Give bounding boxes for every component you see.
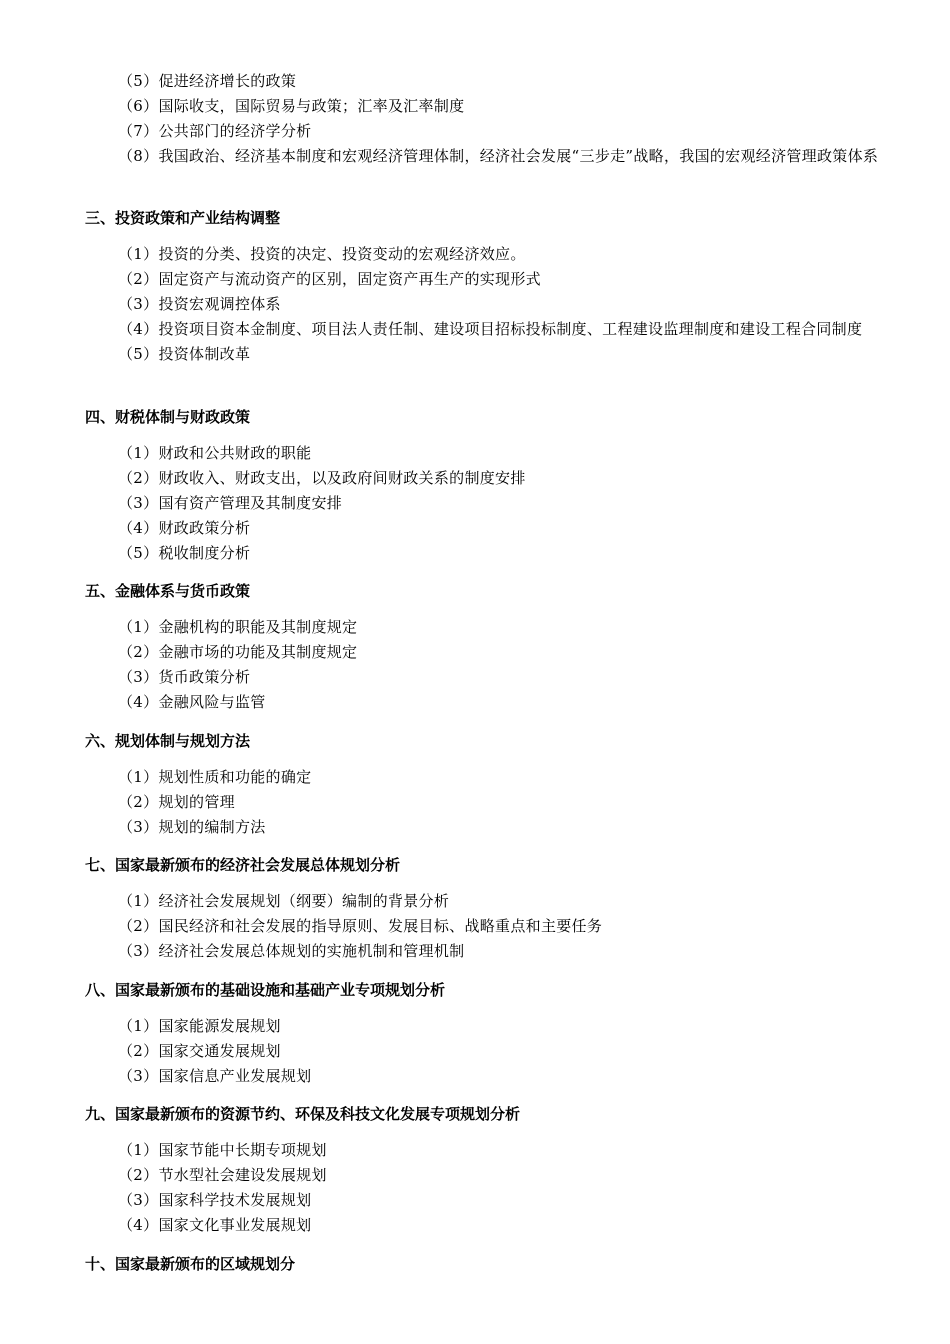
list-item: （3）国有资产管理及其制度安排 (118, 494, 343, 512)
list-item: （3）投资宏观调控体系 (118, 295, 281, 313)
list-item: （3）货币政策分析 (118, 668, 251, 686)
list-item: （3）规划的编制方法 (118, 818, 266, 836)
section-item-list (118, 441, 883, 566)
list-item: （6）国际收支，国际贸易与政策；汇率及汇率制度 (118, 97, 465, 115)
list-item: （3）国家科学技术发展规划 (118, 1191, 312, 1209)
list-item: （1）金融机构的职能及其制度规定 (118, 618, 358, 636)
list-item: （5）税收制度分析 (118, 544, 251, 562)
list-item: （7）公共部门的经济学分析 (118, 122, 312, 140)
list-item: （8）我国政治、经济基本制度和宏观经济管理体制，经济社会发展“三步走”战略，我国的宏观经济管理政策体系 (118, 147, 879, 165)
list-item: （1）财政和公共财政的职能 (118, 444, 312, 462)
list-item: （5）投资体制改革 (118, 345, 251, 363)
list-item: （4）财政政策分析 (118, 519, 251, 537)
list-item: （3）经济社会发展总体规划的实施机制和管理机制 (118, 942, 465, 960)
section-fiscal-policy (85, 405, 885, 566)
section-heading: 三、投资政策和产业结构调整 (85, 209, 281, 227)
list-item: （2）财政收入、财政支出，以及政府间财政关系的制度安排 (118, 469, 526, 487)
list-item: （2）国民经济和社会发展的指导原则、发展目标、战略重点和主要任务 (118, 917, 603, 935)
section-heading: 六、规划体制与规划方法 (85, 732, 251, 750)
section-regional-plan (85, 1252, 885, 1277)
section-item-list (118, 1014, 883, 1089)
section-item-list (118, 889, 883, 964)
section-heading: 五、金融体系与货币政策 (85, 582, 251, 600)
list-item: （2）国家交通发展规划 (118, 1042, 281, 1060)
list-item: （2）固定资产与流动资产的区别，固定资产再生产的实现形式 (118, 270, 541, 288)
section-item-list (118, 1138, 883, 1238)
list-item: （2）节水型社会建设发展规划 (118, 1166, 327, 1184)
list-item: （1）国家能源发展规划 (118, 1017, 281, 1035)
list-item: （1）国家节能中长期专项规划 (118, 1141, 327, 1159)
section-overall-plan (85, 853, 885, 964)
section-heading: 十、国家最新颁布的区域规划分 (85, 1255, 296, 1273)
list-item: （2）金融市场的功能及其制度规定 (118, 643, 358, 661)
section-item-list (118, 242, 883, 367)
intro-list (118, 69, 883, 169)
section-resource-plan (85, 1102, 885, 1238)
section-heading: 七、国家最新颁布的经济社会发展总体规划分析 (85, 856, 401, 874)
section-infrastructure-plan (85, 978, 885, 1089)
list-item: （1）投资的分类、投资的决定、投资变动的宏观经济效应。 (118, 245, 526, 263)
section-item-list (118, 765, 883, 840)
list-item: （5）促进经济增长的政策 (118, 72, 297, 90)
list-item: （3）国家信息产业发展规划 (118, 1067, 312, 1085)
section-heading: 四、财税体制与财政政策 (85, 408, 251, 426)
list-item: （4）投资项目资本金制度、项目法人责任制、建设项目招标投标制度、工程建设监理制度和建设工程合同制度 (118, 320, 863, 338)
section-heading: 八、国家最新颁布的基础设施和基础产业专项规划分析 (85, 981, 446, 999)
list-item: （1）经济社会发展规划（纲要）编制的背景分析 (118, 892, 450, 910)
list-item: （1）规划性质和功能的确定 (118, 768, 312, 786)
list-item: （2）规划的管理 (118, 793, 235, 811)
list-item: （4）国家文化事业发展规划 (118, 1216, 312, 1234)
section-item-list (118, 615, 883, 715)
section-monetary-policy (85, 579, 885, 715)
section-investment-policy (85, 206, 885, 367)
section-heading: 九、国家最新颁布的资源节约、环保及科技文化发展专项规划分析 (85, 1105, 521, 1123)
list-item: （4）金融风险与监管 (118, 693, 266, 711)
section-planning-system (85, 729, 885, 840)
